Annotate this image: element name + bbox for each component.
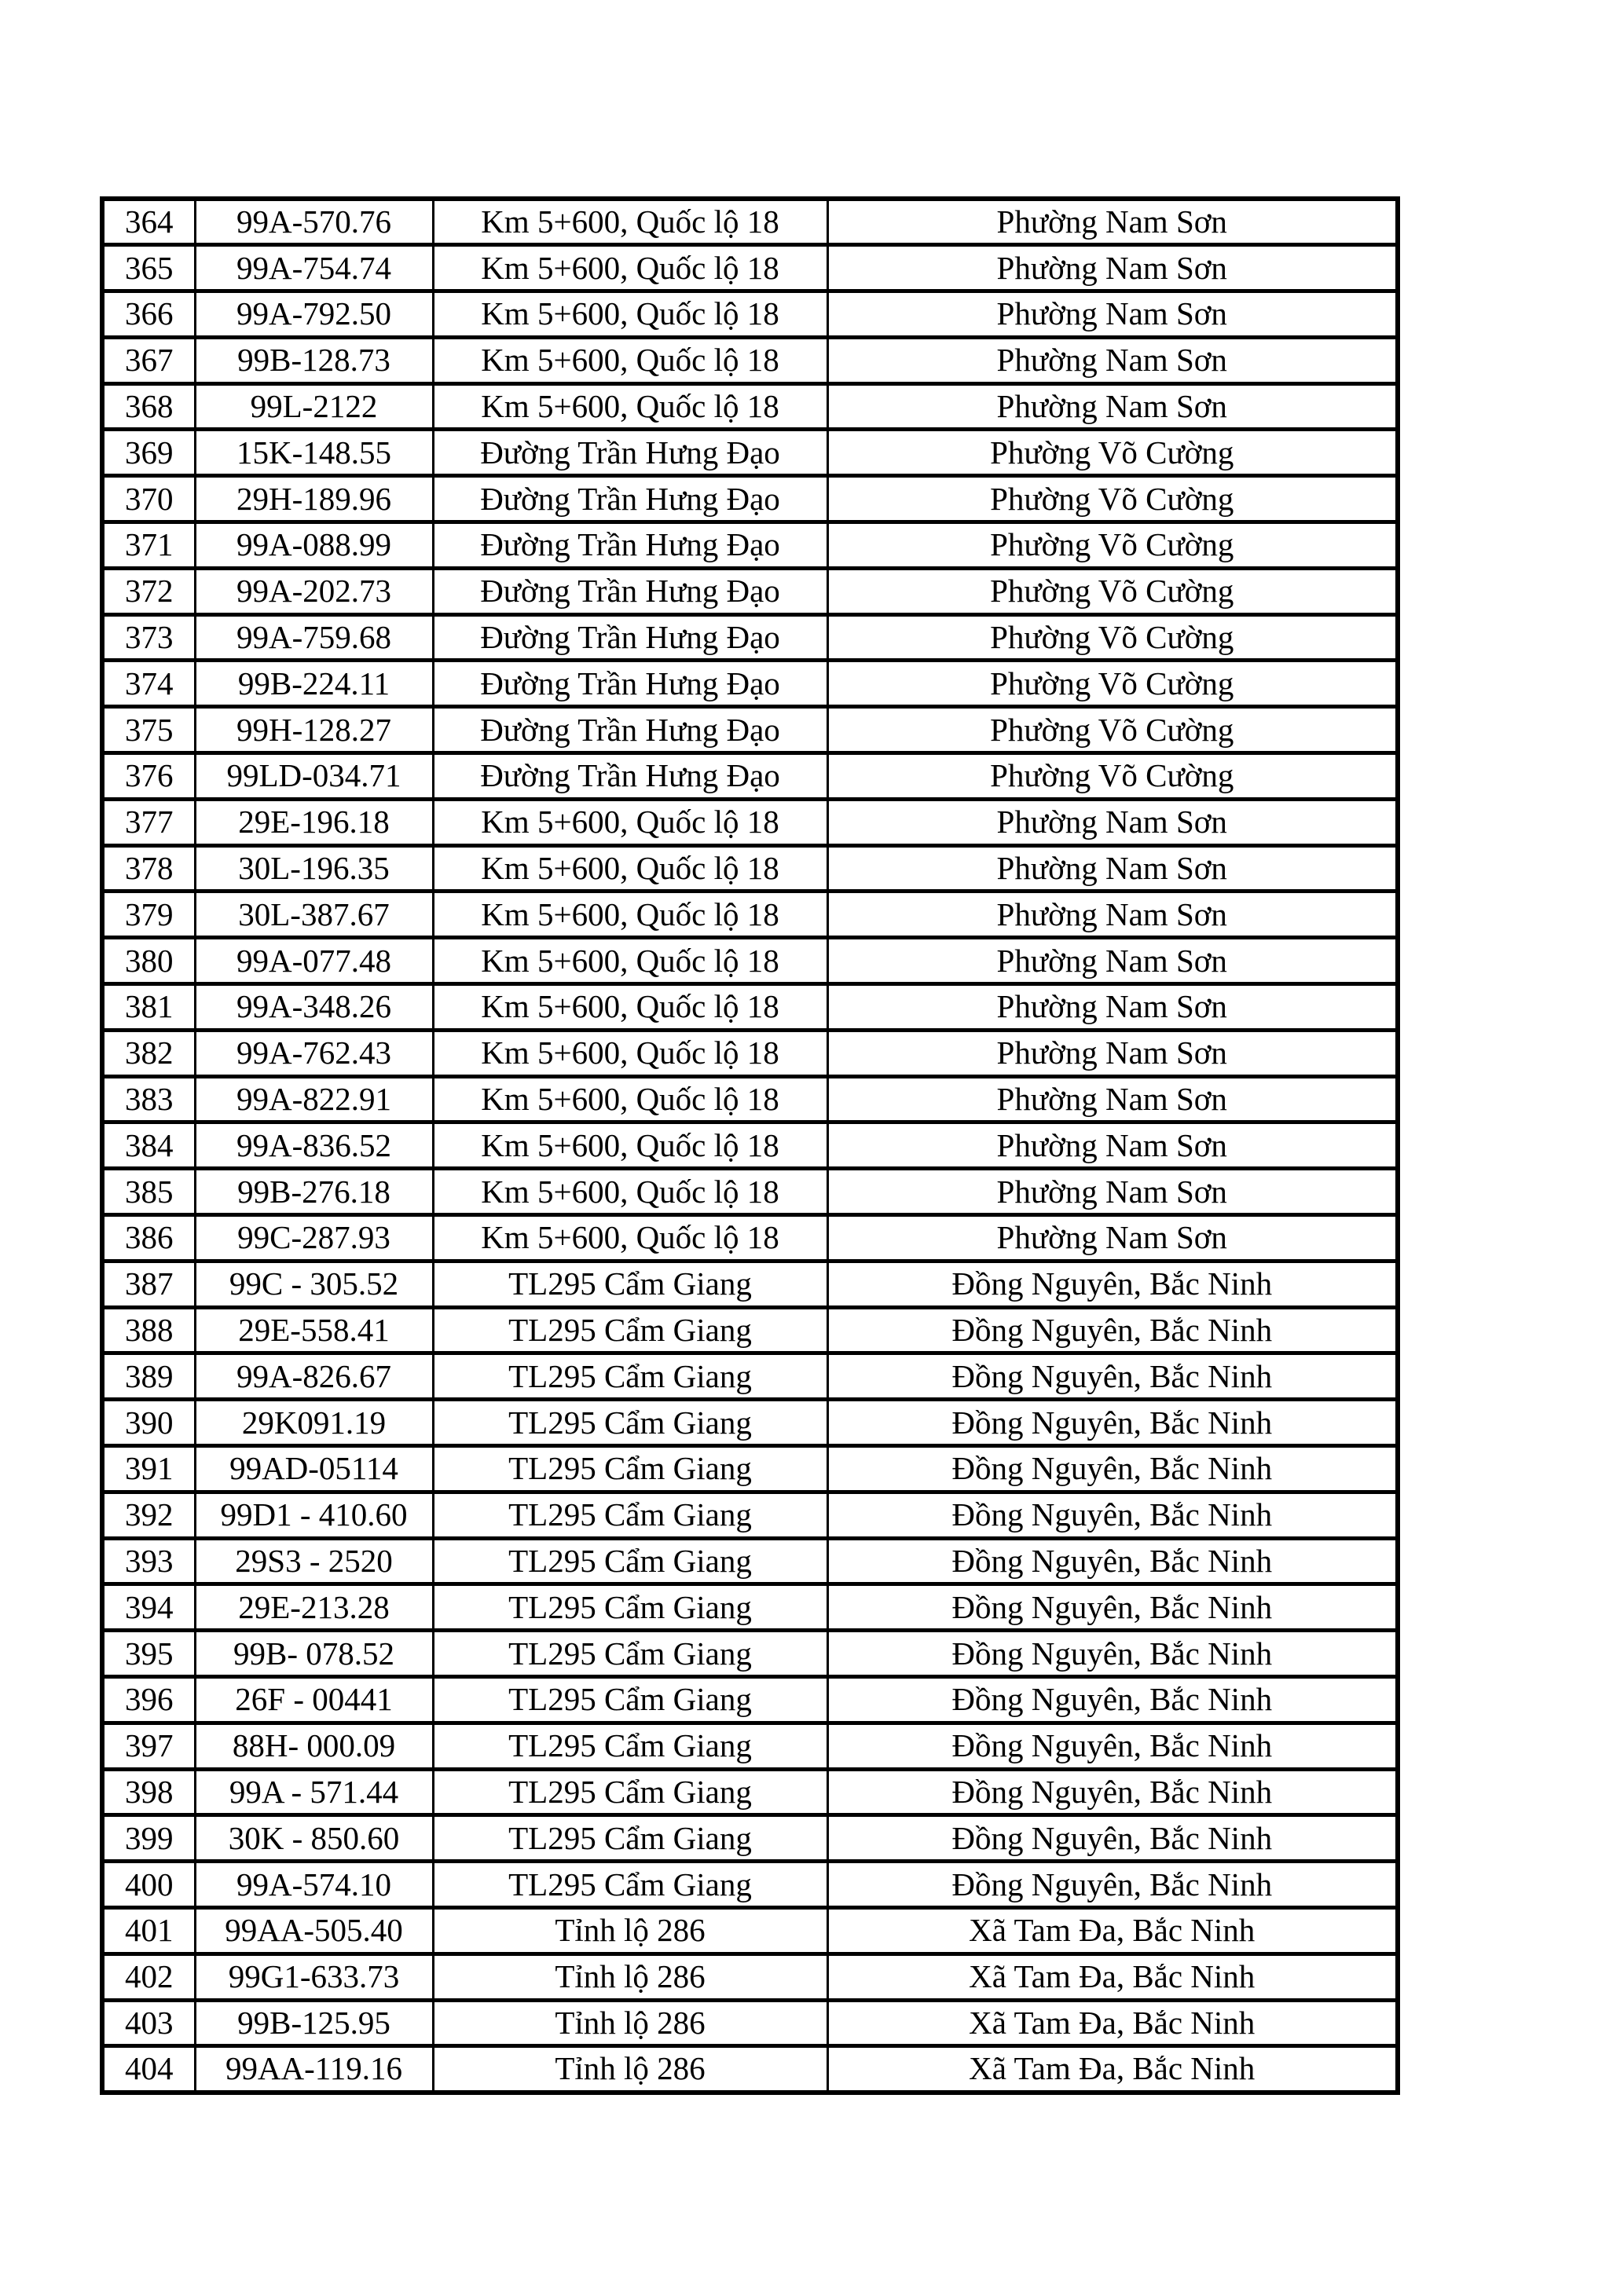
route-cell: TL295 Cẩm Giang xyxy=(433,1538,827,1584)
license-plate-cell: 99LD-034.71 xyxy=(195,753,433,800)
table-row xyxy=(102,2046,1398,2093)
route-cell: TL295 Cẩm Giang xyxy=(433,1492,827,1538)
license-plate-cell: 99A-759.68 xyxy=(195,614,433,661)
license-plate-cell: 26F - 00441 xyxy=(195,1677,433,1723)
table-row xyxy=(102,661,1398,707)
row-number-cell: 365 xyxy=(102,245,195,291)
table-row xyxy=(102,1584,1398,1631)
route-cell: TL295 Cẩm Giang xyxy=(433,1815,827,1862)
ward-cell: Đồng Nguyên, Bắc Ninh xyxy=(827,1261,1398,1307)
ward-cell: Xã Tam Đa, Bắc Ninh xyxy=(827,2000,1398,2046)
row-number-cell: 401 xyxy=(102,1907,195,1954)
row-number-cell: 378 xyxy=(102,845,195,892)
row-number-cell: 376 xyxy=(102,753,195,800)
route-cell: Km 5+600, Quốc lộ 18 xyxy=(433,984,827,1031)
license-plate-cell: 99A - 571.44 xyxy=(195,1769,433,1815)
row-number-cell: 382 xyxy=(102,1030,195,1076)
table-row xyxy=(102,430,1398,476)
route-cell: TL295 Cẩm Giang xyxy=(433,1446,827,1492)
license-plate-cell: 99A-822.91 xyxy=(195,1076,433,1122)
ward-cell: Phường Võ Cường xyxy=(827,753,1398,800)
license-plate-cell: 99A-088.99 xyxy=(195,522,433,569)
route-cell: TL295 Cẩm Giang xyxy=(433,1769,827,1815)
license-plate-cell: 99C - 305.52 xyxy=(195,1261,433,1307)
route-cell: TL295 Cẩm Giang xyxy=(433,1261,827,1307)
license-plate-cell: 99A-077.48 xyxy=(195,938,433,984)
ward-cell: Đồng Nguyên, Bắc Ninh xyxy=(827,1353,1398,1400)
row-number-cell: 375 xyxy=(102,707,195,753)
table-row xyxy=(102,1538,1398,1584)
route-cell: Km 5+600, Quốc lộ 18 xyxy=(433,1122,827,1169)
route-cell: Tỉnh lộ 286 xyxy=(433,2000,827,2046)
table-row xyxy=(102,1631,1398,1677)
row-number-cell: 387 xyxy=(102,1261,195,1307)
license-plate-cell: 29S3 - 2520 xyxy=(195,1538,433,1584)
route-cell: Đường Trần Hưng Đạo xyxy=(433,568,827,614)
table-row xyxy=(102,1353,1398,1400)
table-row xyxy=(102,1215,1398,1262)
table-row xyxy=(102,1076,1398,1122)
license-plate-cell: 99AD-05114 xyxy=(195,1446,433,1492)
table-row xyxy=(102,1030,1398,1076)
license-plate-cell: 99H-128.27 xyxy=(195,707,433,753)
license-plate-cell: 99A-348.26 xyxy=(195,984,433,1031)
table-row xyxy=(102,614,1398,661)
table-row xyxy=(102,2000,1398,2046)
table-row xyxy=(102,892,1398,938)
ward-cell: Phường Nam Sơn xyxy=(827,245,1398,291)
row-number-cell: 377 xyxy=(102,799,195,845)
row-number-cell: 373 xyxy=(102,614,195,661)
route-cell: Đường Trần Hưng Đạo xyxy=(433,522,827,569)
ward-cell: Đồng Nguyên, Bắc Ninh xyxy=(827,1492,1398,1538)
route-cell: TL295 Cẩm Giang xyxy=(433,1677,827,1723)
ward-cell: Đồng Nguyên, Bắc Ninh xyxy=(827,1769,1398,1815)
license-plate-cell: 15K-148.55 xyxy=(195,430,433,476)
row-number-cell: 370 xyxy=(102,476,195,522)
route-cell: Đường Trần Hưng Đạo xyxy=(433,430,827,476)
ward-cell: Phường Nam Sơn xyxy=(827,938,1398,984)
row-number-cell: 371 xyxy=(102,522,195,569)
row-number-cell: 402 xyxy=(102,1954,195,2000)
route-cell: TL295 Cẩm Giang xyxy=(433,1307,827,1353)
table-row xyxy=(102,984,1398,1031)
table-row xyxy=(102,383,1398,430)
table-row xyxy=(102,568,1398,614)
route-cell: Đường Trần Hưng Đạo xyxy=(433,614,827,661)
row-number-cell: 393 xyxy=(102,1538,195,1584)
route-cell: Km 5+600, Quốc lộ 18 xyxy=(433,799,827,845)
ward-cell: Phường Nam Sơn xyxy=(827,291,1398,338)
ward-cell: Phường Võ Cường xyxy=(827,614,1398,661)
row-number-cell: 383 xyxy=(102,1076,195,1122)
route-cell: TL295 Cẩm Giang xyxy=(433,1400,827,1446)
route-cell: Km 5+600, Quốc lộ 18 xyxy=(433,1030,827,1076)
row-number-cell: 384 xyxy=(102,1122,195,1169)
table-row xyxy=(102,1954,1398,2000)
ward-cell: Phường Võ Cường xyxy=(827,661,1398,707)
route-cell: Km 5+600, Quốc lộ 18 xyxy=(433,892,827,938)
table-row xyxy=(102,1307,1398,1353)
row-number-cell: 380 xyxy=(102,938,195,984)
table-row xyxy=(102,1400,1398,1446)
ward-cell: Phường Võ Cường xyxy=(827,522,1398,569)
license-plate-cell: 29E-558.41 xyxy=(195,1307,433,1353)
route-cell: Km 5+600, Quốc lộ 18 xyxy=(433,245,827,291)
license-plate-cell: 29K091.19 xyxy=(195,1400,433,1446)
table-row xyxy=(102,1907,1398,1954)
route-cell: Km 5+600, Quốc lộ 18 xyxy=(433,291,827,338)
table-row xyxy=(102,1815,1398,1862)
table-row xyxy=(102,1492,1398,1538)
table-row xyxy=(102,938,1398,984)
ward-cell: Xã Tam Đa, Bắc Ninh xyxy=(827,1907,1398,1954)
ward-cell: Phường Nam Sơn xyxy=(827,984,1398,1031)
ward-cell: Phường Võ Cường xyxy=(827,476,1398,522)
route-cell: Tỉnh lộ 286 xyxy=(433,2046,827,2093)
row-number-cell: 391 xyxy=(102,1446,195,1492)
ward-cell: Đồng Nguyên, Bắc Ninh xyxy=(827,1862,1398,1908)
row-number-cell: 367 xyxy=(102,337,195,383)
license-plate-cell: 99B-224.11 xyxy=(195,661,433,707)
row-number-cell: 392 xyxy=(102,1492,195,1538)
ward-cell: Phường Nam Sơn xyxy=(827,1215,1398,1262)
table-row xyxy=(102,845,1398,892)
route-cell: Km 5+600, Quốc lộ 18 xyxy=(433,938,827,984)
ward-cell: Đồng Nguyên, Bắc Ninh xyxy=(827,1584,1398,1631)
table-row xyxy=(102,799,1398,845)
ward-cell: Phường Nam Sơn xyxy=(827,383,1398,430)
row-number-cell: 394 xyxy=(102,1584,195,1631)
row-number-cell: 403 xyxy=(102,2000,195,2046)
ward-cell: Xã Tam Đa, Bắc Ninh xyxy=(827,1954,1398,2000)
license-plate-cell: 99B- 078.52 xyxy=(195,1631,433,1677)
license-plate-cell: 99B-128.73 xyxy=(195,337,433,383)
table-row xyxy=(102,245,1398,291)
row-number-cell: 366 xyxy=(102,291,195,338)
table-body xyxy=(102,199,1398,2093)
ward-cell: Đồng Nguyên, Bắc Ninh xyxy=(827,1815,1398,1862)
ward-cell: Phường Võ Cường xyxy=(827,568,1398,614)
ward-cell: Phường Võ Cường xyxy=(827,707,1398,753)
license-plate-cell: 99G1-633.73 xyxy=(195,1954,433,2000)
route-cell: TL295 Cẩm Giang xyxy=(433,1353,827,1400)
license-plate-cell: 99A-574.10 xyxy=(195,1862,433,1908)
license-plate-cell: 88H- 000.09 xyxy=(195,1723,433,1769)
row-number-cell: 364 xyxy=(102,199,195,245)
ward-cell: Đồng Nguyên, Bắc Ninh xyxy=(827,1307,1398,1353)
row-number-cell: 399 xyxy=(102,1815,195,1862)
license-plate-cell: 99B-276.18 xyxy=(195,1169,433,1215)
table-row xyxy=(102,1723,1398,1769)
ward-cell: Phường Nam Sơn xyxy=(827,1030,1398,1076)
license-plate-cell: 99B-125.95 xyxy=(195,2000,433,2046)
ward-cell: Phường Nam Sơn xyxy=(827,892,1398,938)
license-plate-cell: 30K - 850.60 xyxy=(195,1815,433,1862)
row-number-cell: 368 xyxy=(102,383,195,430)
route-cell: Đường Trần Hưng Đạo xyxy=(433,476,827,522)
vehicle-list-table xyxy=(100,196,1400,2095)
license-plate-cell: 99A-836.52 xyxy=(195,1122,433,1169)
route-cell: Km 5+600, Quốc lộ 18 xyxy=(433,1215,827,1262)
license-plate-cell: 99AA-119.16 xyxy=(195,2046,433,2093)
ward-cell: Đồng Nguyên, Bắc Ninh xyxy=(827,1446,1398,1492)
license-plate-cell: 29E-213.28 xyxy=(195,1584,433,1631)
row-number-cell: 400 xyxy=(102,1862,195,1908)
table-row xyxy=(102,1862,1398,1908)
ward-cell: Đồng Nguyên, Bắc Ninh xyxy=(827,1723,1398,1769)
table-row xyxy=(102,753,1398,800)
table-row xyxy=(102,199,1398,245)
route-cell: Km 5+600, Quốc lộ 18 xyxy=(433,1076,827,1122)
table-row xyxy=(102,1446,1398,1492)
table-row xyxy=(102,476,1398,522)
ward-cell: Phường Nam Sơn xyxy=(827,1122,1398,1169)
row-number-cell: 390 xyxy=(102,1400,195,1446)
row-number-cell: 396 xyxy=(102,1677,195,1723)
table-row xyxy=(102,522,1398,569)
table-row xyxy=(102,707,1398,753)
route-cell: Km 5+600, Quốc lộ 18 xyxy=(433,1169,827,1215)
license-plate-cell: 99A-826.67 xyxy=(195,1353,433,1400)
table-row xyxy=(102,1122,1398,1169)
ward-cell: Đồng Nguyên, Bắc Ninh xyxy=(827,1538,1398,1584)
route-cell: Km 5+600, Quốc lộ 18 xyxy=(433,383,827,430)
ward-cell: Phường Nam Sơn xyxy=(827,337,1398,383)
row-number-cell: 386 xyxy=(102,1215,195,1262)
ward-cell: Phường Nam Sơn xyxy=(827,845,1398,892)
license-plate-cell: 99A-754.74 xyxy=(195,245,433,291)
ward-cell: Đồng Nguyên, Bắc Ninh xyxy=(827,1631,1398,1677)
row-number-cell: 379 xyxy=(102,892,195,938)
license-plate-cell: 99D1 - 410.60 xyxy=(195,1492,433,1538)
row-number-cell: 398 xyxy=(102,1769,195,1815)
ward-cell: Phường Nam Sơn xyxy=(827,799,1398,845)
ward-cell: Phường Nam Sơn xyxy=(827,1076,1398,1122)
route-cell: TL295 Cẩm Giang xyxy=(433,1862,827,1908)
ward-cell: Xã Tam Đa, Bắc Ninh xyxy=(827,2046,1398,2093)
license-plate-cell: 99A-792.50 xyxy=(195,291,433,338)
table-row xyxy=(102,1769,1398,1815)
license-plate-cell: 99C-287.93 xyxy=(195,1215,433,1262)
row-number-cell: 374 xyxy=(102,661,195,707)
row-number-cell: 381 xyxy=(102,984,195,1031)
route-cell: Km 5+600, Quốc lộ 18 xyxy=(433,199,827,245)
route-cell: Đường Trần Hưng Đạo xyxy=(433,661,827,707)
route-cell: Tỉnh lộ 286 xyxy=(433,1954,827,2000)
route-cell: TL295 Cẩm Giang xyxy=(433,1631,827,1677)
route-cell: Km 5+600, Quốc lộ 18 xyxy=(433,337,827,383)
route-cell: Đường Trần Hưng Đạo xyxy=(433,707,827,753)
row-number-cell: 389 xyxy=(102,1353,195,1400)
row-number-cell: 369 xyxy=(102,430,195,476)
row-number-cell: 385 xyxy=(102,1169,195,1215)
row-number-cell: 404 xyxy=(102,2046,195,2093)
row-number-cell: 395 xyxy=(102,1631,195,1677)
table-row xyxy=(102,291,1398,338)
license-plate-cell: 99A-570.76 xyxy=(195,199,433,245)
license-plate-cell: 29H-189.96 xyxy=(195,476,433,522)
route-cell: TL295 Cẩm Giang xyxy=(433,1584,827,1631)
table-row xyxy=(102,1677,1398,1723)
ward-cell: Đồng Nguyên, Bắc Ninh xyxy=(827,1400,1398,1446)
table-row xyxy=(102,1169,1398,1215)
license-plate-cell: 30L-387.67 xyxy=(195,892,433,938)
ward-cell: Phường Nam Sơn xyxy=(827,1169,1398,1215)
ward-cell: Đồng Nguyên, Bắc Ninh xyxy=(827,1677,1398,1723)
license-plate-cell: 30L-196.35 xyxy=(195,845,433,892)
route-cell: Km 5+600, Quốc lộ 18 xyxy=(433,845,827,892)
row-number-cell: 397 xyxy=(102,1723,195,1769)
route-cell: TL295 Cẩm Giang xyxy=(433,1723,827,1769)
license-plate-cell: 99A-202.73 xyxy=(195,568,433,614)
table-row xyxy=(102,1261,1398,1307)
ward-cell: Phường Nam Sơn xyxy=(827,199,1398,245)
ward-cell: Phường Võ Cường xyxy=(827,430,1398,476)
row-number-cell: 372 xyxy=(102,568,195,614)
license-plate-cell: 99AA-505.40 xyxy=(195,1907,433,1954)
table-row xyxy=(102,337,1398,383)
license-plate-cell: 99A-762.43 xyxy=(195,1030,433,1076)
route-cell: Tỉnh lộ 286 xyxy=(433,1907,827,1954)
license-plate-cell: 29E-196.18 xyxy=(195,799,433,845)
route-cell: Đường Trần Hưng Đạo xyxy=(433,753,827,800)
row-number-cell: 388 xyxy=(102,1307,195,1353)
license-plate-cell: 99L-2122 xyxy=(195,383,433,430)
